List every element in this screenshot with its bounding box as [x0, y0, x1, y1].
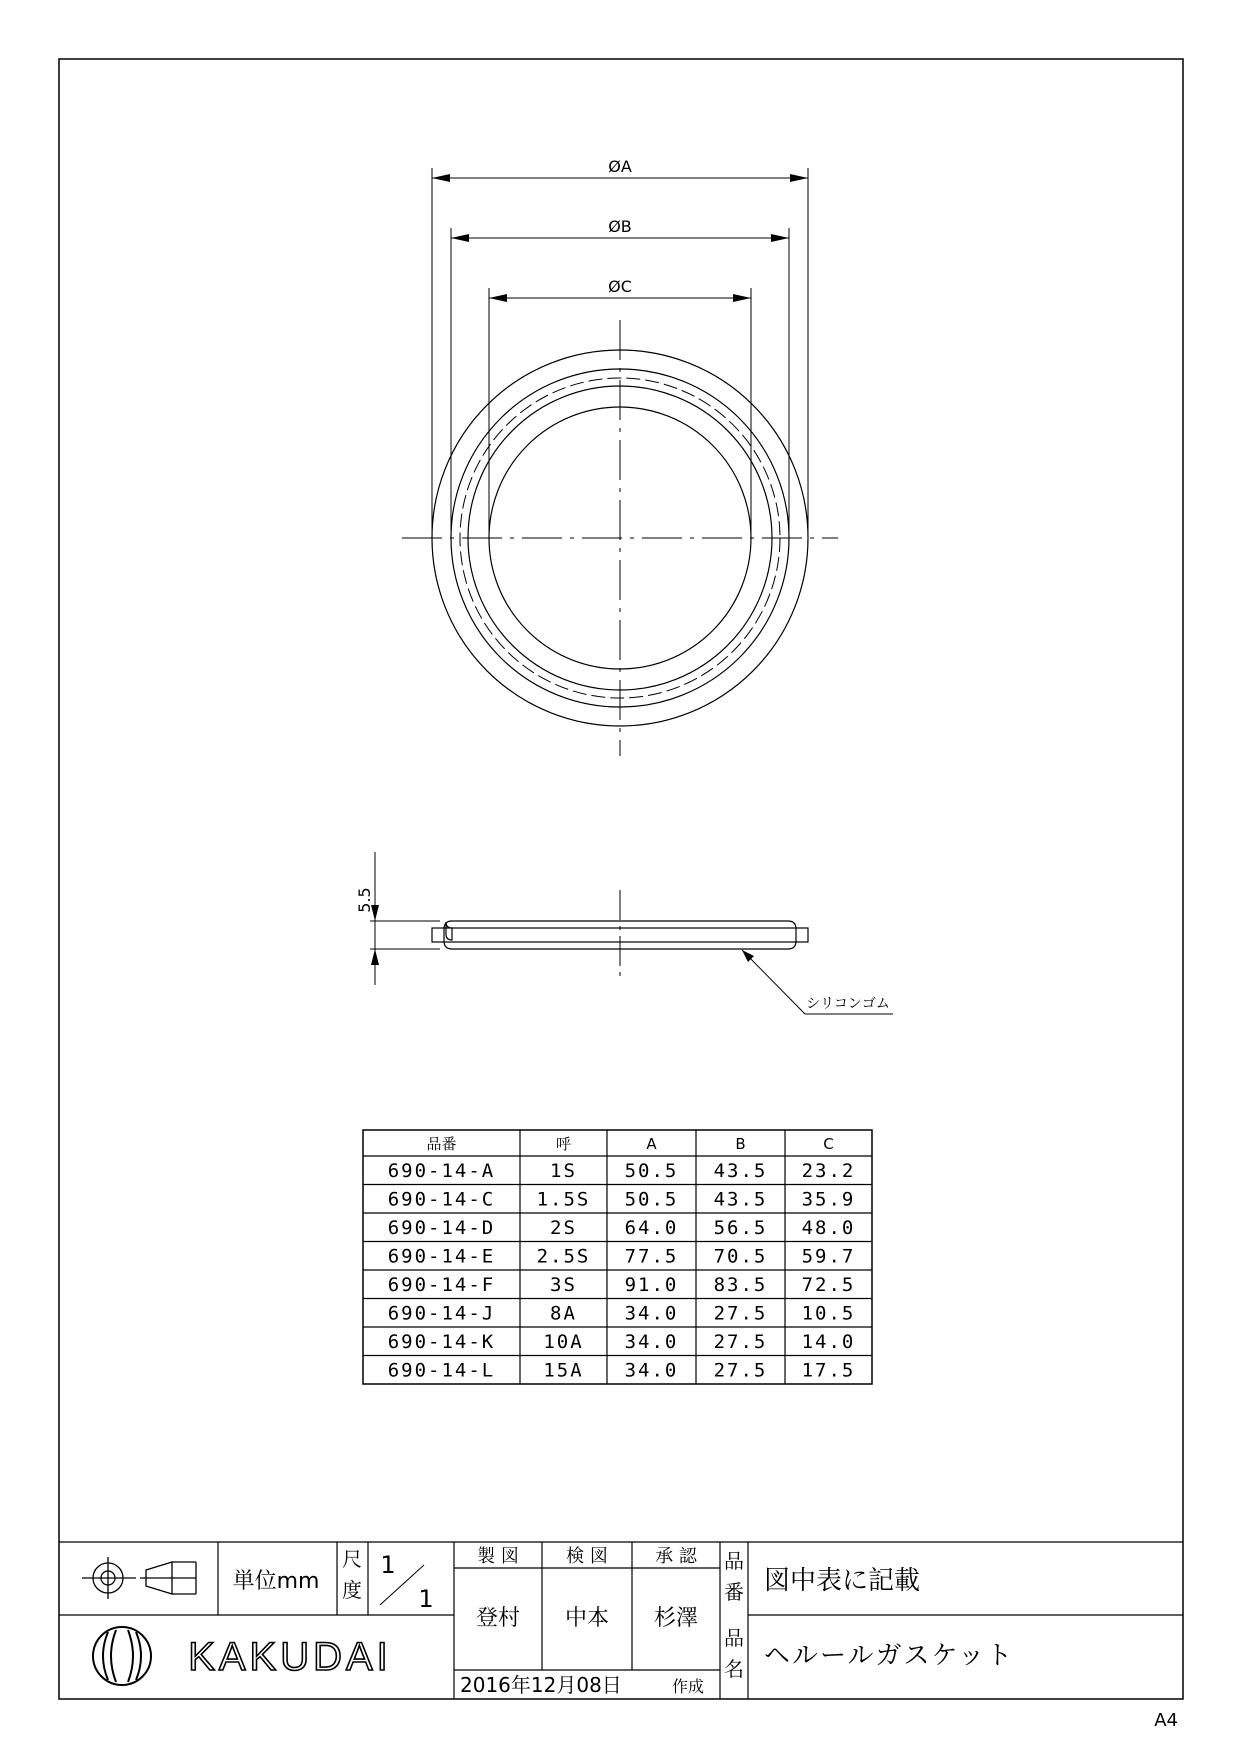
third-angle-projection-icon	[82, 1557, 196, 1599]
part-name-value: ヘルールガスケット	[764, 1641, 1015, 1671]
table-cell: 27.5	[713, 1359, 768, 1382]
table-cell: 43.5	[713, 1160, 768, 1182]
checked-label: 検 図	[566, 1546, 608, 1567]
table-cell: 10A	[543, 1331, 584, 1353]
table-cell: 56.5	[713, 1217, 768, 1239]
table-cell: 27.5	[713, 1302, 768, 1325]
approved-by: 杉澤	[653, 1606, 699, 1631]
created-label: 作成	[671, 1677, 705, 1696]
table-cell: 15A	[543, 1359, 584, 1382]
kakudai-logo-icon	[93, 1627, 151, 1685]
scale-label-1: 尺	[342, 1547, 362, 1571]
part-name-label-1: 品	[724, 1626, 744, 1650]
table-cell: 10.5	[801, 1302, 856, 1325]
part-no-value: 図中表に記載	[764, 1566, 921, 1596]
drawn-by: 登村	[475, 1606, 521, 1631]
table-cell: 14.0	[801, 1331, 856, 1353]
table-header-cell: C	[823, 1135, 834, 1153]
table-cell: 83.5	[713, 1274, 768, 1296]
table-header-cell: 呼	[555, 1135, 572, 1153]
table-cell: 3S	[550, 1274, 577, 1296]
side-view-arrows	[371, 905, 754, 965]
dimension-table	[363, 1130, 872, 1384]
scale-denominator: 1	[418, 1585, 434, 1613]
table-cell: 59.7	[801, 1245, 856, 1268]
table-cell: 23.2	[801, 1160, 856, 1182]
part-name-label-2: 名	[724, 1657, 744, 1681]
table-cell: 34.0	[624, 1302, 679, 1325]
table-cell: 77.5	[624, 1245, 679, 1268]
table-cell: 690-14-K	[387, 1331, 496, 1353]
checked-by: 中本	[564, 1606, 610, 1631]
table-cell: 690-14-C	[387, 1188, 496, 1211]
table-cell: 34.0	[624, 1331, 679, 1353]
table-cell: 1S	[550, 1160, 577, 1182]
table-cell: 48.0	[801, 1217, 856, 1239]
side-view	[370, 852, 893, 1014]
table-cell: 50.5	[624, 1188, 679, 1211]
drawing-frame	[59, 59, 1183, 1699]
unit-label: 単位mm	[232, 1569, 320, 1594]
table-cell: 690-14-F	[387, 1274, 496, 1296]
brand-wordmark: KAKUDAI	[188, 1635, 392, 1679]
table-cell: 690-14-J	[387, 1302, 496, 1325]
dim-label-thickness: 5.5	[355, 887, 374, 913]
table-cell: 690-14-L	[387, 1359, 496, 1382]
table-cell: 17.5	[801, 1359, 856, 1382]
drawn-label: 製 図	[477, 1546, 519, 1567]
table-cell: 27.5	[713, 1331, 768, 1353]
scale-numerator: 1	[380, 1551, 396, 1579]
dim-label-a: ØA	[608, 157, 632, 176]
dim-label-c: ØC	[608, 277, 632, 296]
table-cell: 8A	[550, 1302, 577, 1325]
table-cell: 91.0	[624, 1274, 679, 1296]
table-cell: 690-14-D	[387, 1217, 496, 1239]
material-callout: シリコンゴム	[806, 996, 890, 1012]
table-header-cell: A	[646, 1135, 657, 1153]
date-created: 2016年12月08日	[460, 1673, 622, 1697]
part-no-label-1: 品	[724, 1549, 744, 1573]
table-cell: 2S	[550, 1217, 577, 1239]
table-header-cell: B	[735, 1135, 746, 1153]
scale-label-2: 度	[342, 1578, 362, 1602]
table-cell: 50.5	[624, 1160, 679, 1182]
dim-label-b: ØB	[608, 217, 632, 236]
approved-label: 承 認	[655, 1546, 697, 1567]
table-cell: 72.5	[801, 1274, 856, 1296]
table-cell: 690-14-A	[387, 1160, 496, 1182]
table-cell: 64.0	[624, 1217, 679, 1239]
table-cell: 34.0	[624, 1359, 679, 1382]
table-cell: 70.5	[713, 1245, 768, 1268]
table-header-cell: 品番	[426, 1135, 457, 1153]
table-cell: 1.5S	[536, 1188, 591, 1211]
table-cell: 690-14-E	[387, 1245, 496, 1268]
table-cell: 2.5S	[536, 1245, 591, 1268]
part-no-label-2: 番	[724, 1580, 744, 1604]
sheet-size: A4	[1154, 1710, 1178, 1731]
table-cell: 43.5	[713, 1188, 768, 1211]
plan-view	[402, 168, 838, 756]
table-cell: 35.9	[801, 1188, 856, 1211]
